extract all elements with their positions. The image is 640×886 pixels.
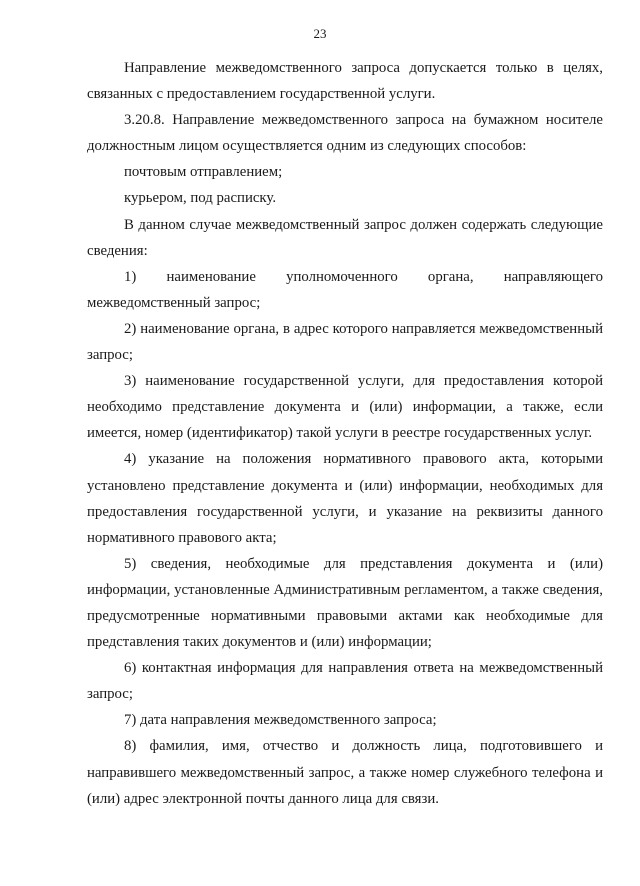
paragraph-3-20-8: 3.20.8. Направление межведомственного запроса на бумажном носителе должностным лицом осуществляется одним из следующих способов: — [87, 112, 603, 155]
list-item-8: 8) фамилия, имя, отчество и должность лица, подготовившего и направившего межведомственный запрос, а также номер служебного телефона и (или) адрес электронной почты данного лица для связи. — [87, 738, 603, 807]
list-item-1: 1) наименование уполномоченного органа, направляющего межведомственный запрос; — [87, 268, 603, 311]
list-item-5: 5) сведения, необходимые для представления документа и (или) информации, установленные Административным регламентом, а также сведения, предусмотренные нормативными правовыми актами как необходимые для представления таких документов и (или) информации; — [87, 555, 603, 651]
list-item-7: 7) дата направления межведомственного запроса; — [124, 712, 437, 729]
document-body — [87, 55, 603, 812]
paragraph-method-courier: курьером, под расписку. — [124, 190, 277, 207]
paragraph-purpose: Направление межведомственного запроса допускается только в целях, связанных с предоставлением государственной услуги. — [87, 60, 603, 103]
page-number: 23 — [313, 26, 327, 41]
paragraph-method-post: почтовым отправлением; — [124, 164, 283, 181]
list-item-3: 3) наименование государственной услуги, для предоставления которой необходимо представление документа и (или) информации, а также, если имеется, номер (идентификатор) такой услуги в реестре государственных услуг. — [87, 373, 603, 442]
list-item-6: 6) контактная информация для направления ответа на межведомственный запрос; — [87, 660, 603, 703]
paragraph-request-contents: В данном случае межведомственный запрос должен содержать следующие сведения: — [87, 216, 603, 259]
list-item-2: 2) наименование органа, в адрес которого направляется межведомственный запрос; — [87, 320, 603, 364]
list-item-4: 4) указание на положения нормативного правового акта, которыми установлено представление документа и (или) информации, необходимых для предоставления государственной услуги, и указание на реквизиты данного нормативного правового акта; — [87, 451, 603, 546]
